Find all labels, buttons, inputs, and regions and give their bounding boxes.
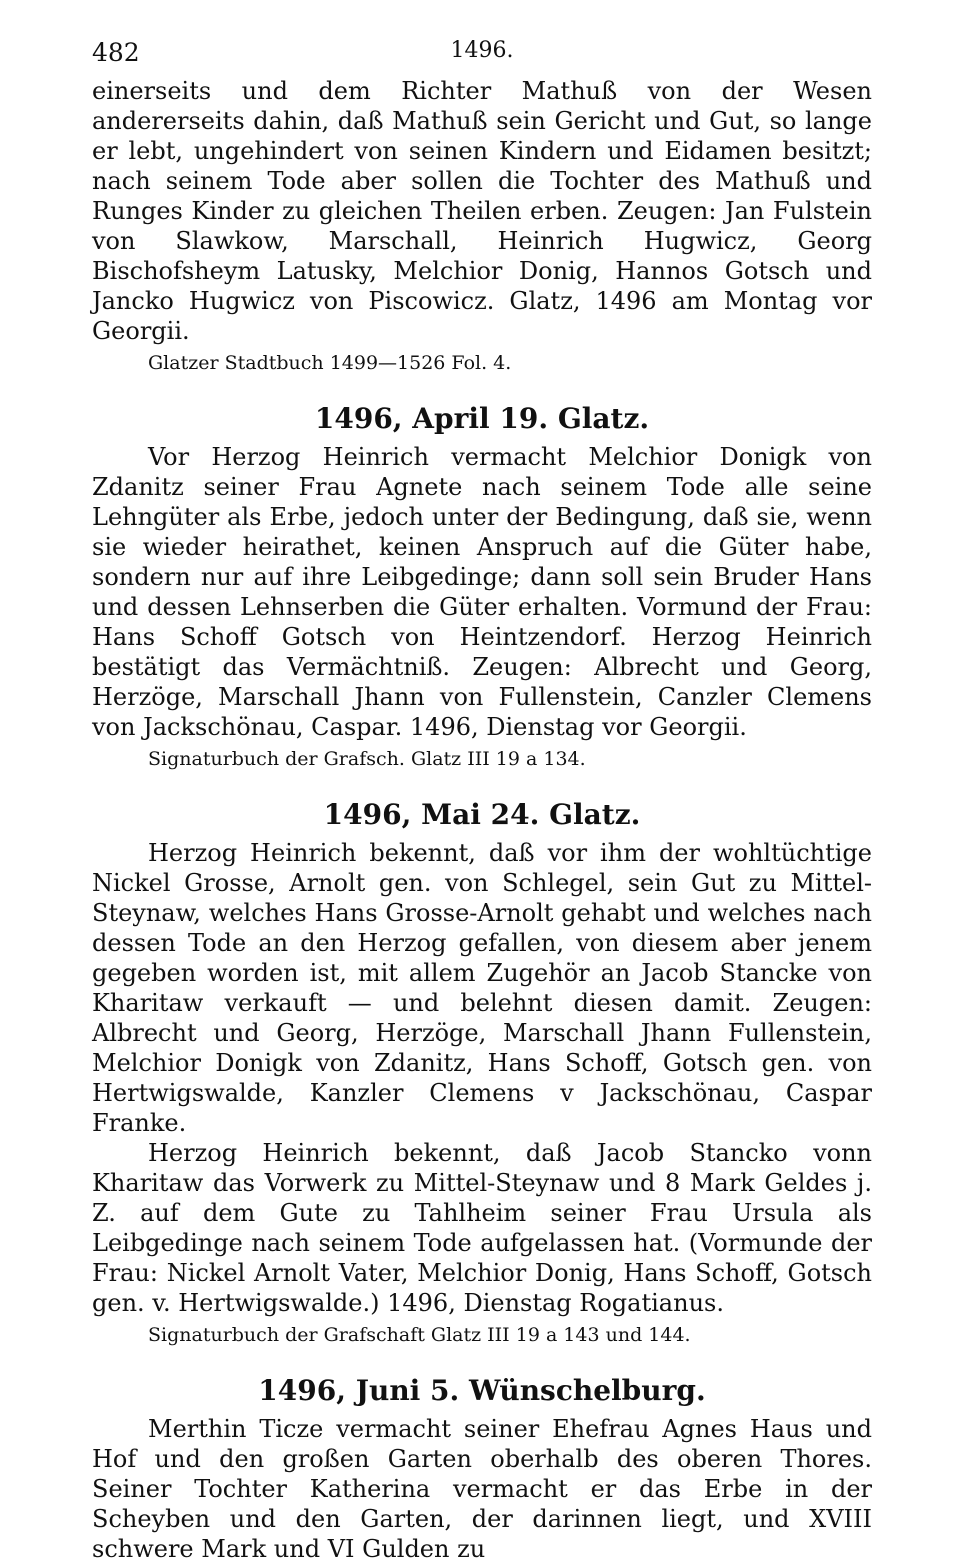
source-citation: Signaturbuch der Grafsch. Glatz III 19 a 134. [148, 748, 586, 770]
entry-paragraph: Herzog Heinrich bekennt, daß Jacob Stancko vonn Kharitaw das Vorwerk zu Mittel-Steynaw und 8 Mark Geldes j. Z. auf dem Gute zu Tahlheim seiner Frau Ursula als Leibgedinge nach seinem Tode aufgelassen hat. (Vormunde der Frau: Nickel Arnolt Vater, Melchior Donig, Hans Schoff, Gotsch gen. v. Hertwigswalde.) 1496, Dienstag Rogatianus. [92, 1139, 872, 1317]
document-page [92, 32, 872, 1564]
entry-mai-24 [92, 798, 872, 1348]
entry-heading: 1496, April 19. Glatz. [314, 402, 650, 435]
source-citation: Signaturbuch der Grafschaft Glatz III 19 a 143 und 144. [148, 1324, 691, 1346]
page-number: 482 [92, 38, 140, 67]
entry-paragraph: einerseits und dem Richter Mathuß von der Wesen andererseits dahin, daß Mathuß sein Gericht und Gut, so lange er lebt, ungehindert von seinen Kindern und Eidamen besitzt; nach seinem Tode aber sollen die Tochter des Mathuß und Runges Kinder zu gleichen Theilen erben. Zeugen: Jan Fulstein von Slawkow, Marschall, Heinrich Hugwicz, Georg Bischofsheym Latusky, Melchior Donig, Hannos Gotsch und Jancko Hugwicz von Piscowicz. Glatz, 1496 am Montag vor Georgii. [92, 77, 872, 345]
entry-juni-5 [92, 1374, 872, 1564]
running-title: 1496. [450, 38, 514, 63]
entry-april-19 [92, 402, 872, 772]
entry-paragraph: Vor Herzog Heinrich vermacht Melchior Donigk von Zdanitz seiner Frau Agnete nach seinem Tode alle seine Lehngüter als Erbe, jedoch unter der Bedingung, daß sie, wenn sie wieder heirathet, keinen Anspruch auf die Güter habe, sondern nur auf ihre Leibgedinge; dann soll sein Bruder Hans und dessen Lehnserben die Güter erhalten. Vormund der Frau: Hans Schoff Gotsch von Heintzendorf. Herzog Heinrich bestätigt das Vermächtniß. Zeugen: Albrecht und Georg, Herzöge, Marschall Jhann von Fullenstein, Canzler Clemens von Jackschönau, Caspar. 1496, Dienstag vor Georgii. [92, 443, 872, 741]
entry-heading: 1496, Juni 5. Wünschelburg. [258, 1374, 706, 1407]
entry-paragraph: Herzog Heinrich bekennt, daß vor ihm der wohltüchtige Nickel Grosse, Arnolt gen. von Schlegel, sein Gut zu Mittel-Steynaw, welches Hans Grosse-Arnolt gehabt und welches nach dessen Tode an den Herzog gefallen, von diesem aber jenem gegeben worden ist, mit allem Zugehör an Jacob Stancke von Kharitaw verkauft — und belehnt diesen damit. Zeugen: Albrecht und Georg, Herzöge, Marschall Jhann Fullenstein, Melchior Donigk von Zdanitz, Hans Schoff, Gotsch gen. von Hertwigswalde, Kanzler Clemens v Jackschönau, Caspar Franke. [92, 839, 872, 1137]
running-header [92, 32, 872, 76]
entry-paragraph: Merthin Ticze vermacht seiner Ehefrau Agnes Haus und Hof und den großen Garten oberhalb des oberen Thores. Seiner Tochter Katherina vermacht er das Erbe in der Scheyben und den Garten, der darinnen liegt, und XVIII schwere Mark und VI Gulden zu [92, 1415, 872, 1563]
continued-entry [92, 76, 872, 376]
entry-heading: 1496, Mai 24. Glatz. [323, 798, 641, 831]
source-citation: Glatzer Stadtbuch 1499—1526 Fol. 4. [148, 352, 512, 374]
